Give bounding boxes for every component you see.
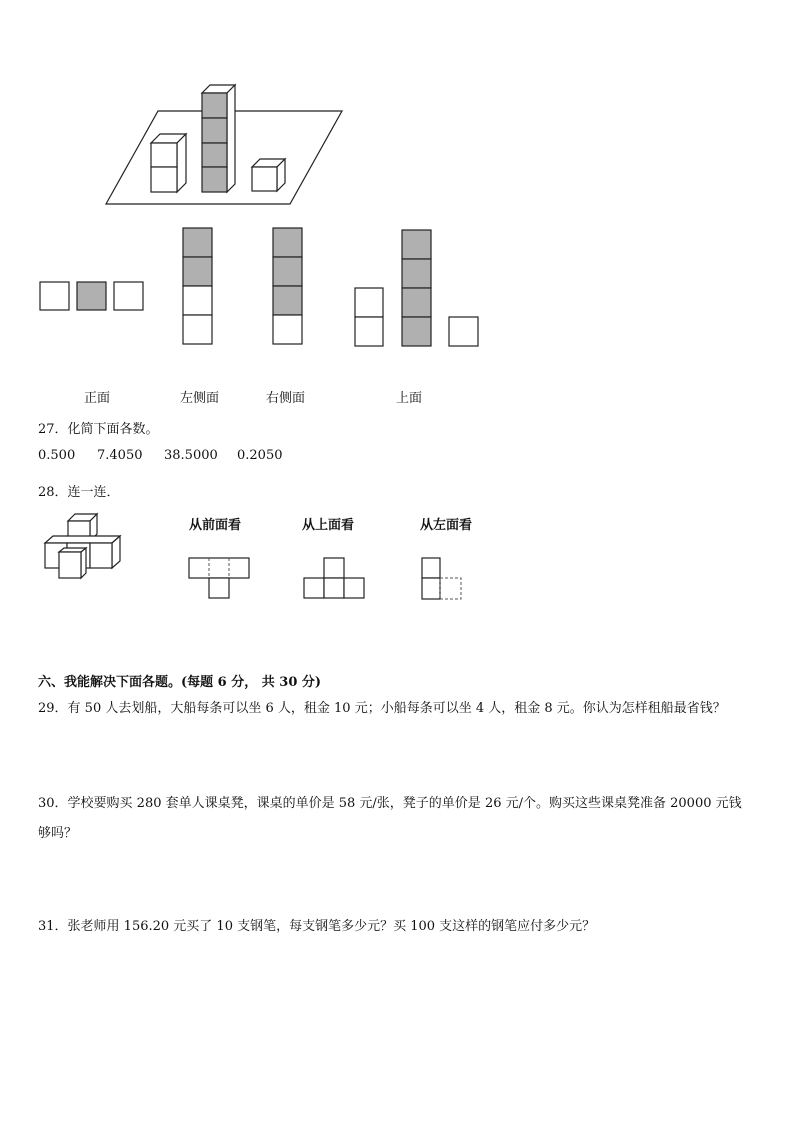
view-label-left-side: 左侧面 bbox=[180, 391, 220, 406]
q29-text: 29．有 50 人去划船，大船每条可以坐 6 人，租金 10 元；小船每条可以坐 4 人，租金 8 元。你认为怎样租船最省钱？ bbox=[38, 701, 726, 716]
q28-view-label-front: 从前面看 bbox=[189, 518, 242, 533]
q28-top-view-shape bbox=[304, 558, 364, 598]
section-6-header: 六、我能解决下面各题。(每题 6 分， 共 30 分) bbox=[38, 675, 322, 690]
q30-text-line1: 30．学校要购买 280 套单人课桌凳，课桌的单价是 58 元/张，凳子的单价是 26 元/个。购买这些课桌凳准备 20000 元钱 bbox=[38, 796, 742, 811]
view-label-right-side: 右侧面 bbox=[266, 391, 306, 406]
q28-front-view-shape bbox=[189, 558, 249, 598]
q28-block-solid bbox=[45, 514, 120, 578]
q28-left-view-shape bbox=[422, 558, 461, 599]
q27-number: 7.4050 bbox=[97, 448, 143, 463]
q30-text-line2: 够吗？ bbox=[38, 826, 78, 841]
q27-number: 0.500 bbox=[38, 448, 76, 463]
q27-number: 38.5000 bbox=[164, 448, 218, 463]
q28-view-label-left: 从左面看 bbox=[420, 518, 473, 533]
q28-view-label-top: 从上面看 bbox=[302, 518, 355, 533]
q28-title: 28．连一连． bbox=[38, 485, 120, 500]
view-label-top: 上面 bbox=[396, 391, 423, 406]
q27-title: 27．化简下面各数。 bbox=[38, 422, 159, 437]
view-label-front: 正面 bbox=[84, 391, 111, 406]
q31-text: 31．张老师用 156.20 元买了 10 支钢笔，每支钢笔多少元？买 100 支这样的钢笔应付多少元？ bbox=[38, 919, 596, 934]
q27-number: 0.2050 bbox=[237, 448, 283, 463]
